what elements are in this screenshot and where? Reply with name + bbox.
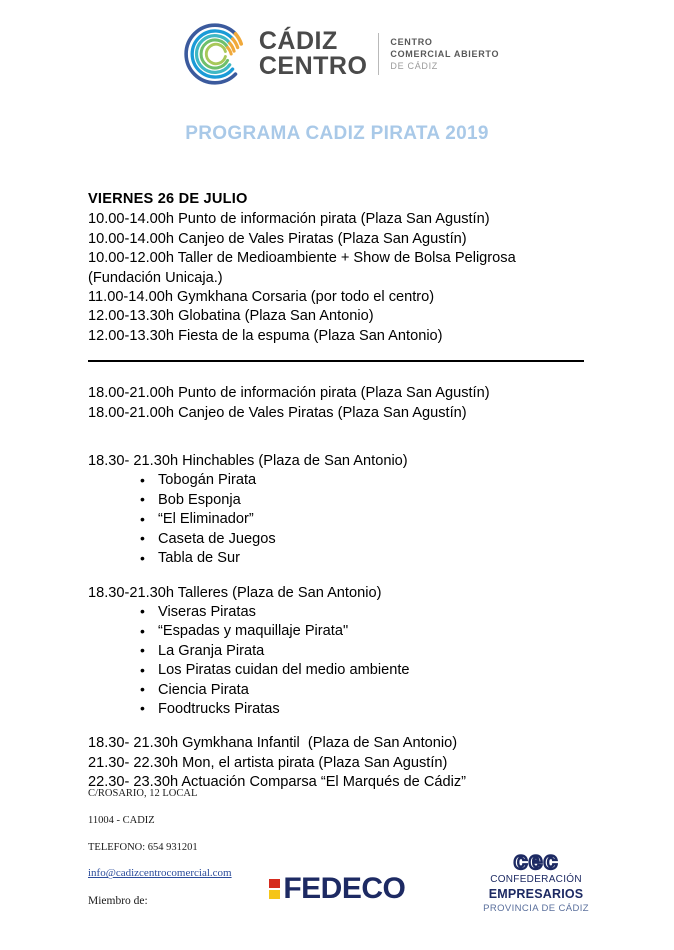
list-item: • Viseras Piratas bbox=[88, 603, 614, 622]
tagline-line-2: COMERCIAL ABIERTO bbox=[390, 48, 500, 59]
document-header bbox=[0, 0, 674, 78]
event-line: 18.00-21.00h Punto de información pirata (Plaza San Agustín) bbox=[88, 385, 490, 402]
list-item: • Foodtrucks Piratas bbox=[88, 700, 614, 719]
cec-line-2: EMPRESARIOS bbox=[488, 886, 584, 901]
morning-events-list bbox=[88, 210, 614, 346]
brand-line-2: CENTRO bbox=[258, 52, 368, 80]
hinchables-section bbox=[88, 452, 614, 568]
fedeco-wordmark: FEDECO bbox=[283, 872, 406, 905]
spacer bbox=[88, 569, 614, 584]
cec-line-1: CONFEDERACIÓN bbox=[490, 874, 582, 886]
list-item: • Caseta de Juegos bbox=[88, 530, 614, 549]
address-line-2: 11004 - CADIZ bbox=[88, 814, 155, 826]
brand-tagline bbox=[390, 36, 499, 72]
program-content bbox=[0, 190, 674, 793]
event-line: 11.00-14.00h Gymkhana Corsaria (por todo el centro) bbox=[88, 289, 435, 306]
footer-contact-block bbox=[88, 774, 232, 922]
event-line: 10.00-14.00h Punto de información pirata (Plaza San Agustín) bbox=[88, 211, 490, 228]
list-item: • Tobogán Pirata bbox=[88, 471, 614, 490]
talleres-section bbox=[88, 584, 614, 720]
list-item: • “El Eliminador” bbox=[88, 510, 614, 529]
list-item: • “Espadas y maquillaje Pirata" bbox=[88, 622, 614, 641]
talleres-list bbox=[88, 603, 614, 719]
cadiz-centro-logo bbox=[175, 18, 499, 90]
page-title: PROGRAMA CADIZ PIRATA 2019 bbox=[185, 123, 489, 144]
event-line: 10.00-14.00h Canjeo de Vales Piratas (Plaza San Agustín) bbox=[88, 230, 467, 247]
event-line: 12.00-13.30h Fiesta de la espuma (Plaza San Antonio) bbox=[88, 327, 443, 344]
day-heading: VIERNES 26 DE JULIO bbox=[88, 191, 248, 207]
list-item: • Ciencia Pirata bbox=[88, 681, 614, 700]
evening-events-list bbox=[88, 384, 614, 423]
list-item: • La Granja Pirata bbox=[88, 642, 614, 661]
miembro-label: Miembro de: bbox=[88, 895, 148, 908]
brand-name bbox=[258, 26, 368, 80]
tagline-line-1: CENTRO bbox=[390, 36, 433, 47]
email-link[interactable]: info@cadizcentrocomercial.com bbox=[88, 867, 232, 880]
spacer bbox=[88, 423, 614, 452]
event-line: 10.00-12.00h Taller de Medioambiente + Show de Bolsa Peligrosa bbox=[88, 250, 516, 267]
event-line: 18.30- 21.30h Gymkhana Infantil (Plaza de San Antonio) bbox=[88, 735, 458, 752]
logo-divider bbox=[378, 33, 379, 75]
event-line: 18.00-21.00h Canjeo de Vales Piratas (Plaza San Agustín) bbox=[88, 404, 467, 421]
brand-line-1: CÁDIZ bbox=[258, 26, 338, 55]
concentric-c-arcs-logo-icon bbox=[175, 18, 247, 90]
event-line: (Fundación Unicaja.) bbox=[88, 269, 223, 286]
spacer bbox=[88, 719, 614, 734]
fedeco-logo bbox=[269, 874, 405, 904]
hinchables-list bbox=[88, 471, 614, 568]
address-line-1: C/ROSARIO, 12 LOCAL bbox=[88, 787, 198, 799]
fedeco-bars-icon bbox=[269, 879, 280, 899]
spacer bbox=[88, 362, 614, 384]
event-line: 21.30- 22.30h Mon, el artista pirata (Plaza San Agustín) bbox=[88, 754, 448, 771]
phone-line: TELEFONO: 654 931201 bbox=[88, 841, 198, 853]
cec-line-3: PROVINCIA DE CÁDIZ bbox=[483, 902, 589, 914]
list-item: • Los Piratas cuidan del medio ambiente bbox=[88, 661, 614, 680]
cec-mark: cec bbox=[513, 847, 559, 875]
tagline-line-3: DE CÁDIZ bbox=[390, 61, 439, 72]
list-item: • Bob Esponja bbox=[88, 491, 614, 510]
document-footer bbox=[0, 787, 674, 922]
cec-logo bbox=[483, 848, 589, 916]
list-item: • Tabla de Sur bbox=[88, 549, 614, 568]
talleres-heading: 18.30-21.30h Talleres (Plaza de San Antonio) bbox=[88, 584, 382, 601]
hinchables-heading: 18.30- 21.30h Hinchables (Plaza de San Antonio) bbox=[88, 453, 408, 470]
logo-wordmark bbox=[258, 26, 500, 80]
event-line: 22.30- 23.30h Actuación Comparsa “El Marqués de Cádiz” bbox=[88, 774, 467, 791]
event-line: 12.00-13.30h Globatina (Plaza San Antonio) bbox=[88, 308, 374, 325]
